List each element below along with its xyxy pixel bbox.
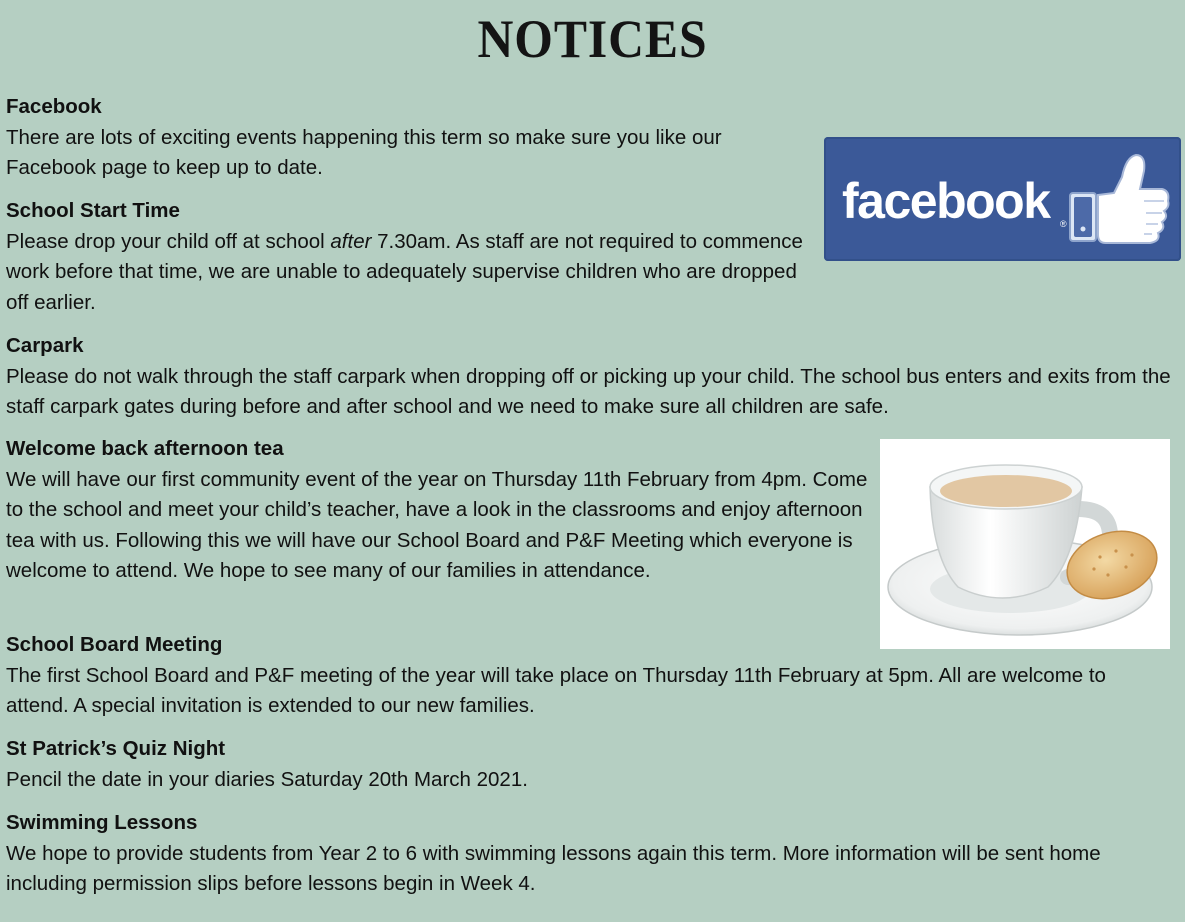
facebook-wordmark: facebook: [842, 173, 1050, 229]
notice-body: The first School Board and P&F meeting of the year will take place on Thursday 11th February at 5pm. All are welcome to attend. A special invitation is extended to our new families.: [6, 663, 1106, 718]
notice-heading: School Board Meeting: [6, 633, 223, 656]
notice-heading: Facebook: [6, 95, 102, 118]
facebook-logo-image: [824, 137, 1181, 261]
notice-heading: Swimming Lessons: [6, 811, 198, 834]
body-text: Please drop your child off at school: [6, 229, 331, 253]
notice-swimming-lessons: [6, 808, 1156, 900]
notice-afternoon-tea: [6, 434, 872, 587]
notice-body: [6, 227, 806, 319]
registered-mark: ®: [1060, 219, 1067, 229]
notice-quiz-night: [6, 734, 1156, 795]
notice-heading: St Patrick’s Quiz Night: [6, 737, 226, 760]
notice-body: We hope to provide students from Year 2 to 6 with swimming lessons again this term. More information will be sent home including permission slips before lessons begin in Week 4.: [6, 841, 1101, 896]
notice-body: We will have our first community event of the year on Thursday 11th February from 4pm. Come to the school and meet your child’s teacher, have a look in the classrooms and enjoy afternoon tea with us. Following this we will have our School Board and P&F Meeting which everyone is welcome to attend. We hope to see many of our families in attendance.: [6, 467, 868, 583]
body-text: 7.30am. As staff are not required to commence work before that time, we are unable to adequately supervise children who are dropped off earlier.: [6, 229, 803, 314]
thumbs-up-icon: [1066, 149, 1172, 251]
notice-body: There are lots of exciting events happening this term so make sure you like our Facebook page to keep up to date.: [6, 125, 722, 180]
notice-heading: School Start Time: [6, 199, 180, 222]
tea-cup-photo: [880, 439, 1170, 649]
notice-body: Pencil the date in your diaries Saturday 20th March 2021.: [6, 767, 528, 791]
emphasis-text: after: [330, 229, 372, 253]
notice-school-start-time: [6, 196, 806, 318]
notice-heading: Carpark: [6, 334, 84, 357]
notice-school-board-meeting: [6, 630, 1156, 722]
notice-heading: Welcome back afternoon tea: [6, 437, 284, 460]
tea-cup-icon: [880, 439, 1170, 649]
page-title: NOTICES: [477, 9, 708, 69]
notice-body: Please do not walk through the staff carpark when dropping off or picking up your child. The school bus enters and exits from the staff carpark gates during before and after school and we need to make sure all children are safe.: [6, 364, 1171, 419]
notice-carpark: [6, 331, 1181, 423]
notice-facebook: [6, 92, 816, 184]
